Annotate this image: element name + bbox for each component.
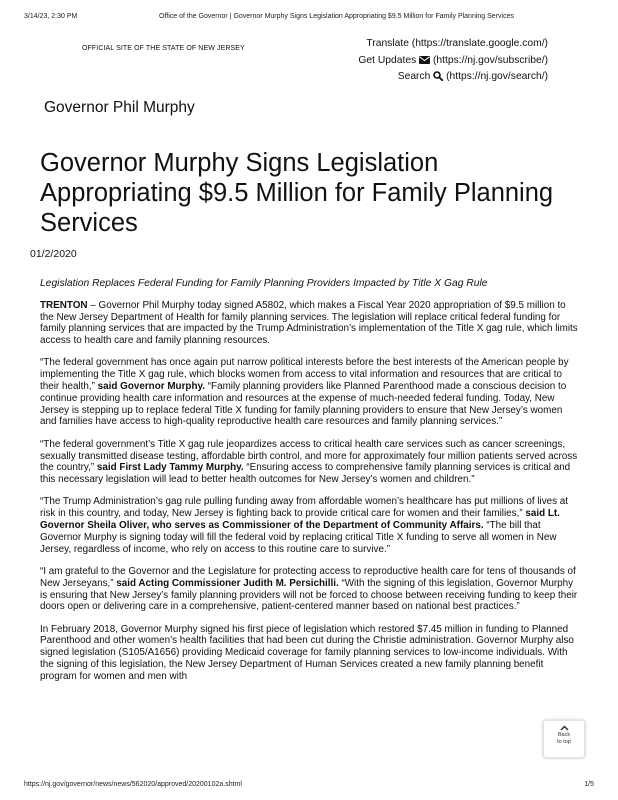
print-url: https://nj.gov/governor/news/news/562020/approved/20200102a.shtml bbox=[24, 781, 242, 788]
quote-text: “I am grateful to the Governor and the Legislature for protecting access to reproductive health care for tens of thousands of New Jerseyans,” bbox=[40, 565, 576, 589]
get-updates-link[interactable] bbox=[358, 53, 548, 70]
paragraph-5 bbox=[40, 566, 578, 613]
article-title: Governor Murphy Signs Legislation Appropriating $9.5 Million for Family Planning Services bbox=[40, 149, 554, 237]
print-footer bbox=[24, 781, 594, 788]
print-page-number: 1/5 bbox=[584, 781, 594, 788]
search-url: (https://nj.gov/search/) bbox=[446, 71, 548, 82]
translate-link[interactable]: Translate (https://translate.google.com/) bbox=[366, 38, 548, 49]
quote-text: “The federal government’s Title X gag rule jeopardizes access to critical health care services such as cancer screenings, sexually transmitted disease testing, affordable birth control, and more for approximately four million patients served across the country,” bbox=[40, 438, 578, 474]
quote-attribution: said Governor Murphy. bbox=[97, 381, 206, 393]
get-updates-label: Get Updates bbox=[358, 54, 417, 66]
paragraph-3 bbox=[40, 439, 578, 486]
quote-text: “With the signing of this legislation, Governor Murphy is ensuring that New Jersey’s family planning providers will not be forced to choose between receiving funding to keep their doors open or delivering care in a comprehensive, patient-centered manner based on national best practices.” bbox=[40, 577, 578, 613]
quote-text: “Ensuring access to comprehensive family planning services is critical and this necessary legislation will lead to better health outcomes for New Jersey’s women and children.” bbox=[40, 462, 571, 486]
back-to-top-label: to top bbox=[557, 738, 571, 745]
quote-text: “Family planning providers like Planned Parenthood made a conscious decision to continue providing health care information and resources at the expense of much-needed federal funding. Today, New Jersey is stepping up to replace federal Title X funding for family planning providers to ensure that New Jersey’s women and families have access to high-quality reproductive health care resources and family planning services.” bbox=[40, 381, 567, 428]
quote-attribution: said Acting Commissioner Judith M. Persichilli. bbox=[116, 577, 339, 589]
paragraph-1-text: – Governor Phil Murphy today signed A5802, which makes a Fiscal Year 2020 appropriation of $9.5 million to the New Jersey Department of Health for family planning services. The legislation will replace critical federal funding for family planning services that are impacted by the Trump Administration’s implementation of the Title X gag rule, which limits access to health care and family planning resources. bbox=[40, 299, 578, 347]
paragraph-1 bbox=[40, 300, 578, 347]
back-to-top-button[interactable] bbox=[543, 720, 585, 758]
search-link[interactable] bbox=[398, 69, 548, 86]
dateline: TRENTON bbox=[40, 299, 88, 311]
official-site-label: OFFICIAL SITE OF THE STATE OF NEW JERSEY bbox=[82, 45, 245, 52]
quote-attribution: said First Lady Tammy Murphy. bbox=[96, 462, 244, 474]
quote-text: “The Trump Administration’s gag rule pulling funding away from affordable women’s healthcare has put millions of lives at risk in this country, and today, New Jersey is fighting back to provide critical care for women and their families,” bbox=[40, 496, 569, 520]
quote-text: “The bill that Governor Murphy is signing today will fill the federal void by replacing critical Title X funding to serve all women in New Jersey, regardless of income, who rely on access to this routine care to survive.” bbox=[40, 520, 557, 555]
print-header bbox=[24, 13, 594, 20]
quote-attribution: said Lt. Governor Sheila Oliver, who serves as Commissioner of the Department of Community Affairs. bbox=[40, 508, 560, 532]
envelope-icon bbox=[419, 56, 430, 64]
article-subtitle: Legislation Replaces Federal Funding for Family Planning Providers Impacted by Title X Gag Rule bbox=[40, 278, 488, 289]
article-date: 01/2/2020 bbox=[30, 248, 77, 260]
search-icon bbox=[433, 71, 443, 81]
article-body bbox=[40, 278, 578, 693]
quote-text: “The federal government has once again put narrow political interests before the best interests of the American people by implementing the Title X gag rule, which blocks women from access to vital information and resources that are critical to their health,” bbox=[40, 357, 569, 393]
get-updates-url: (https://nj.gov/subscribe/) bbox=[432, 54, 548, 66]
paragraph-4 bbox=[40, 496, 578, 555]
back-to-top-label: Back bbox=[557, 732, 571, 738]
governor-name[interactable]: Governor Phil Murphy bbox=[44, 99, 195, 116]
print-datetime: 3/14/23, 2:30 PM bbox=[24, 13, 78, 20]
paragraph-2 bbox=[40, 357, 578, 428]
paragraph-6: In February 2018, Governor Murphy signed his first piece of legislation which restored $7.45 million in funding to Planned Parenthood and other women’s health facilities that had been cut during the Christie administration. Governor Murphy also signed legislation (S105/A1656) providing Medicaid coverage for family planning services to low-income individuals. With the signing of this legislation, the New Jersey Department of Human Services created a new family planning benefit program for women and men with bbox=[40, 623, 574, 682]
chevron-up-icon bbox=[560, 725, 569, 731]
print-page-title: Office of the Governor | Governor Murphy Signs Legislation Appropriating $9.5 Million for Family Planning Services bbox=[159, 13, 514, 20]
utility-links bbox=[358, 36, 548, 86]
search-label: Search bbox=[397, 71, 431, 82]
